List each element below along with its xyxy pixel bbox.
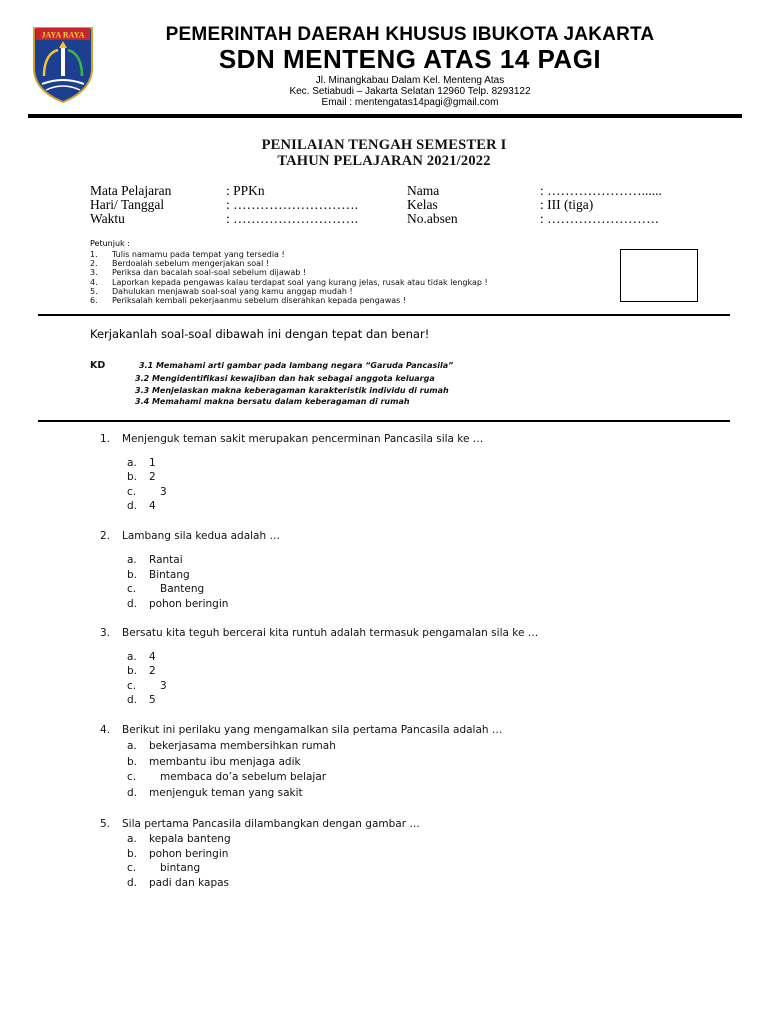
option-letter: c. (127, 583, 137, 595)
instruction-item: Tulis namamu pada tempat yang tersedia ! (112, 250, 285, 259)
kd-label: KD (90, 360, 106, 371)
option-text: membaca do’a sebelum belajar (160, 771, 327, 783)
kd-item: 3.1 Memahami arti gambar pada lambang negara “Garuda Pancasila” (139, 361, 454, 370)
option-letter: d. (127, 598, 138, 610)
subject-value: : PPKn (226, 183, 265, 198)
header-divider (28, 114, 742, 118)
instruction-item: Periksa dan bacalah soal-soal sebelum dijawab ! (112, 268, 307, 277)
time-value: : ………………………. (226, 211, 359, 226)
option-text: kepala banteng (149, 833, 231, 845)
instruction-item: Dahulukan menjawab soal-soal yang kamu anggap mudah ! (112, 287, 353, 296)
date-value: : ………………………. (226, 197, 359, 212)
score-box (620, 249, 698, 302)
instruction-number: 5. (90, 287, 98, 296)
question-text: Berikut ini perilaku yang mengamalkan sila pertama Pancasila adalah … (122, 724, 503, 736)
option-text: bintang (160, 862, 201, 874)
option-letter: d. (127, 694, 138, 706)
question-text: Bersatu kita teguh bercerai kita runtuh adalah termasuk pengamalan sila ke … (122, 627, 539, 639)
option-text: membantu ibu menjaga adik (149, 756, 301, 768)
option-text: pohon beringin (149, 598, 229, 610)
option-letter: c. (127, 680, 137, 692)
option-letter: b. (127, 848, 138, 860)
question-number: 2. (100, 530, 111, 542)
option-letter: a. (127, 651, 137, 663)
question-text: Lambang sila kedua adalah … (122, 530, 280, 542)
exam-year: TAHUN PELAJARAN 2021/2022 (277, 153, 491, 169)
option-letter: b. (127, 569, 138, 581)
instruction-item: Laporkan kepada pengawas kalau terdapat soal yang kurang jelas, rusak atau tidak lengkap ! (112, 278, 488, 287)
option-letter: d. (127, 877, 138, 889)
option-text: 5 (149, 694, 156, 706)
question-number: 3. (100, 627, 111, 639)
option-text: menjenguk teman yang sakit (149, 787, 303, 799)
instructions-label: Petunjuk : (90, 239, 130, 248)
option-text: 3 (160, 680, 167, 692)
instruction-number: 4. (90, 278, 98, 287)
section-divider (38, 314, 730, 316)
jakarta-logo (30, 22, 96, 104)
question-number: 1. (100, 433, 111, 445)
option-text: pohon beringin (149, 848, 229, 860)
class-value: : III (tiga) (540, 197, 594, 212)
svg-text:JAYA RAYA: JAYA RAYA (41, 30, 85, 40)
option-text: 2 (149, 665, 156, 677)
date-label: Hari/ Tanggal (90, 197, 165, 212)
option-letter: b. (127, 471, 138, 483)
kd-item: 3.4 Memahami makna bersatu dalam keberagaman di rumah (135, 397, 410, 406)
option-letter: d. (127, 500, 138, 512)
name-label: Nama (407, 183, 440, 198)
header-email: Email : mentengatas14pagi@gmail.com (321, 97, 499, 108)
option-letter: a. (127, 833, 137, 845)
question-text: Menjenguk teman sakit merupakan pencerminan Pancasila sila ke … (122, 433, 484, 445)
header-school-name: SDN MENTENG ATAS 14 PAGI (218, 44, 602, 74)
question-number: 5. (100, 818, 111, 830)
exam-title: PENILAIAN TENGAH SEMESTER I (261, 137, 507, 153)
instruction-number: 2. (90, 259, 98, 268)
option-text: padi dan kapas (149, 877, 230, 889)
option-text: Bintang (149, 569, 190, 581)
instruction-number: 3. (90, 268, 98, 277)
absence-number-label: No.absen (407, 211, 458, 226)
option-letter: b. (127, 756, 138, 768)
header-government: PEMERINTAH DAERAH KHUSUS IBUKOTA JAKARTA (165, 24, 655, 45)
section-divider (38, 420, 730, 422)
instruction-item: Periksalah kembali pekerjaanmu sebelum diserahkan kepada pengawas ! (112, 296, 407, 305)
name-value: : …………………...... (540, 183, 662, 198)
option-letter: b. (127, 665, 138, 677)
option-text: 3 (160, 486, 167, 498)
subject-label: Mata Pelajaran (90, 183, 172, 198)
option-letter: a. (127, 554, 137, 566)
question-text: Sila pertama Pancasila dilambangkan dengan gambar … (122, 818, 420, 830)
instruction-number: 1. (90, 250, 98, 259)
option-letter: d. (127, 787, 138, 799)
class-label: Kelas (407, 197, 438, 212)
option-letter: c. (127, 862, 137, 874)
option-text: 4 (149, 500, 156, 512)
kd-item: 3.2 Mengidentifikasi kewajiban dan hak sebagai anggota keluarga (135, 374, 435, 383)
work-instruction: Kerjakanlah soal-soal dibawah ini dengan tepat dan benar! (90, 327, 430, 341)
instruction-number: 6. (90, 296, 98, 305)
option-letter: a. (127, 740, 137, 752)
option-text: Rantai (149, 554, 183, 566)
question-number: 4. (100, 724, 111, 736)
time-label: Waktu (90, 211, 125, 226)
header-address-2: Kec. Setiabudi – Jakarta Selatan 12960 Telp. 8293122 (289, 86, 531, 97)
header-address-1: Jl. Minangkabau Dalam Kel. Menteng Atas (315, 75, 505, 86)
option-text: Banteng (160, 583, 205, 595)
option-letter: a. (127, 457, 137, 469)
option-text: 4 (149, 651, 156, 663)
option-text: bekerjasama membersihkan rumah (149, 740, 336, 752)
option-text: 2 (149, 471, 156, 483)
option-letter: c. (127, 486, 137, 498)
instruction-item: Berdoalah sebelum mengerjakan soal ! (112, 259, 270, 268)
option-text: 1 (149, 457, 156, 469)
absence-number-value: : ……………………. (540, 211, 659, 226)
option-letter: c. (127, 771, 137, 783)
kd-item: 3.3 Menjelaskan makna keberagaman karakteristik individu di rumah (135, 386, 449, 395)
